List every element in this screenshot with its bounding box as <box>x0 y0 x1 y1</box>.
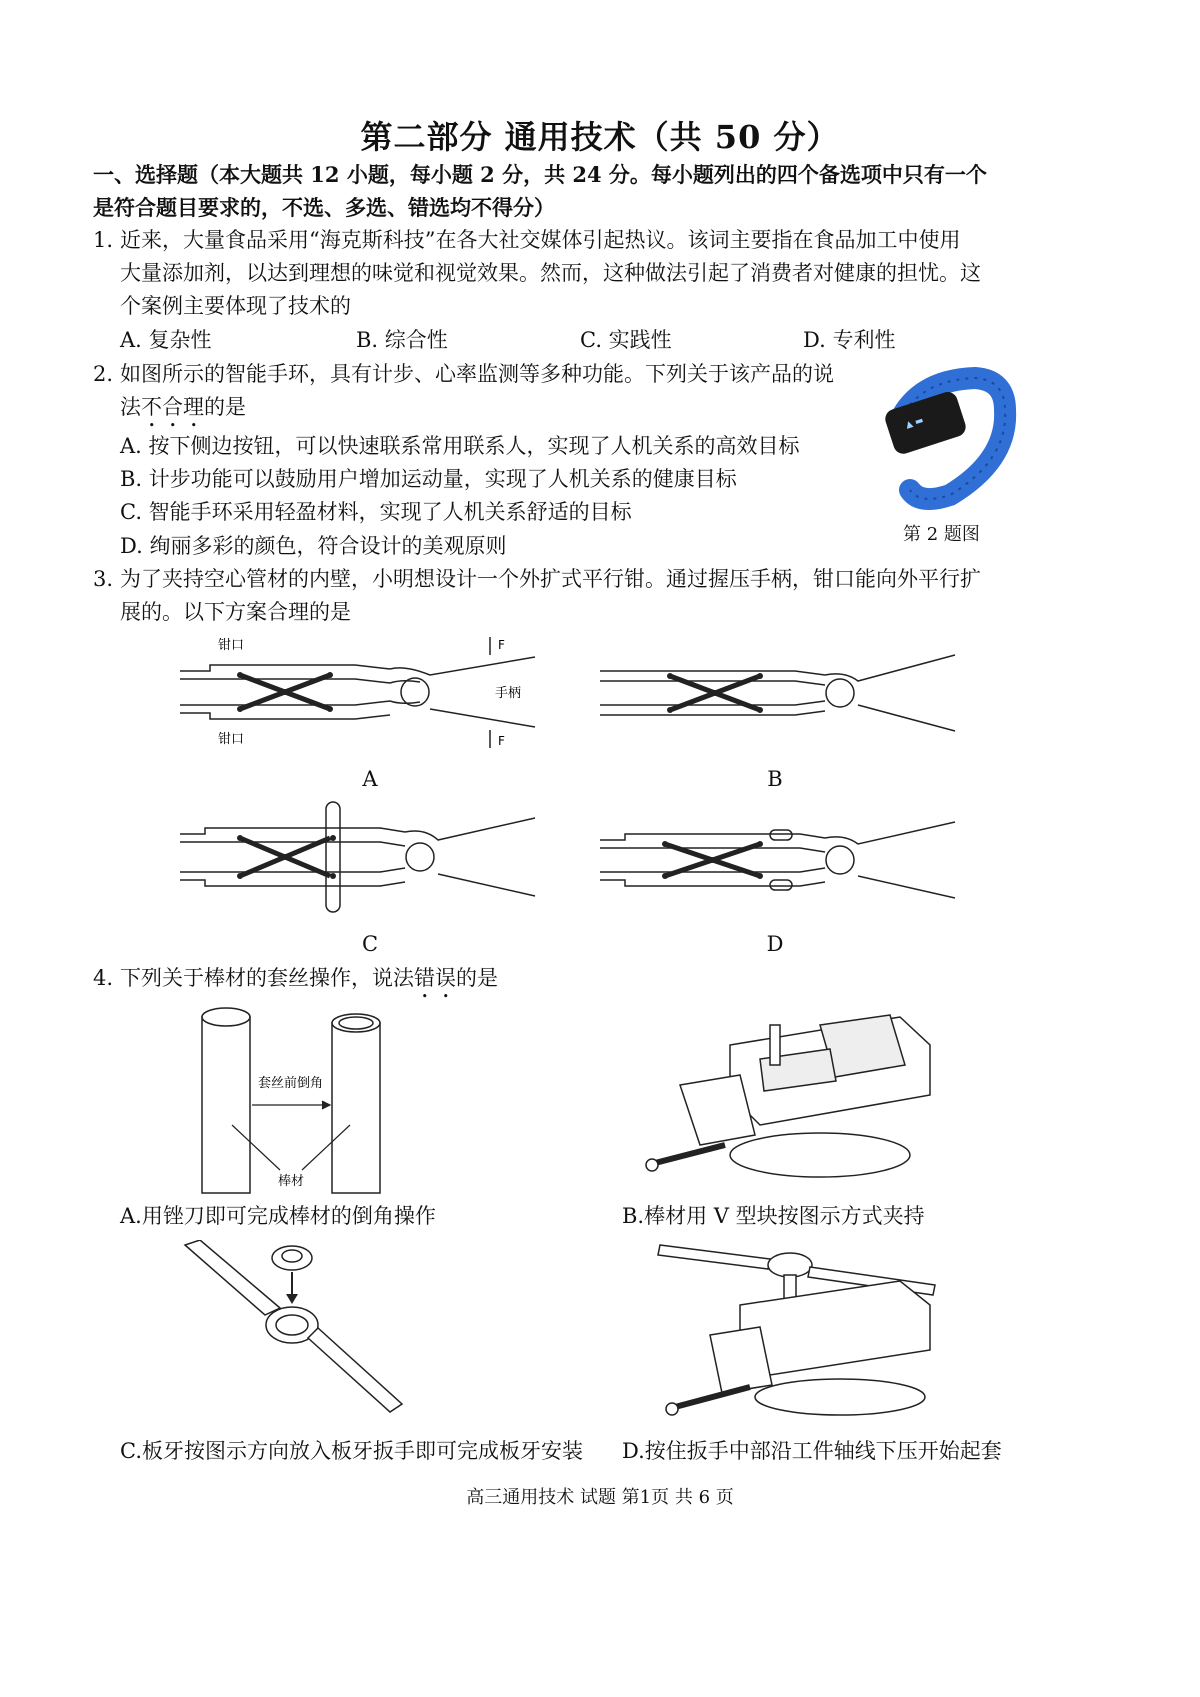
q1-line1: 近来，大量食品采用“海克斯科技”在各大社交媒体引起热议。该词主要指在食品加工中使用 <box>120 228 961 252</box>
pivot <box>709 857 715 863</box>
pivot <box>757 873 763 879</box>
rod-before <box>202 1017 250 1193</box>
threading-vise-body <box>740 1281 930 1375</box>
pivot <box>327 706 333 712</box>
pivot <box>330 873 336 879</box>
plier-c-upper-bar <box>180 828 405 846</box>
q2-option-d: D. 绚丽多彩的颜色，符合设计的美观原则 <box>120 534 507 558</box>
pivot <box>282 689 288 695</box>
plier-figure-c <box>180 800 540 920</box>
page-footer: 高三通用技术 试题 第1页 共 6 页 <box>466 1487 734 1508</box>
q4-line-post: 的是 <box>456 966 498 990</box>
q1-number: 1. <box>93 228 114 252</box>
q1-line2: 大量添加剂，以达到理想的味觉和视觉效果。然而，这种做法引起了消费者对健康的担忧。这 <box>120 261 981 285</box>
pivot <box>757 673 763 679</box>
plier-a-label-force-top: F <box>498 638 505 652</box>
threading-handle-left <box>658 1245 770 1269</box>
threading-vise-handle <box>675 1387 750 1407</box>
q2-number: 2. <box>93 362 114 386</box>
die-insert-arrowhead <box>286 1294 298 1304</box>
plier-figure-a <box>180 635 540 750</box>
plier-a-upper-bar-lower <box>180 679 390 683</box>
q4-caption-c: C.板牙按图示方向放入板牙扳手即可完成板牙安装 <box>120 1439 583 1463</box>
pivot <box>237 873 243 879</box>
q2-emphasis: 不合理 <box>141 395 204 419</box>
rod-chamfer-figure <box>190 1005 400 1200</box>
wrench-ring-hole <box>276 1315 308 1335</box>
v-block-pin <box>770 1025 780 1065</box>
plier-c-slide-guide <box>326 802 340 912</box>
pivot <box>662 841 668 847</box>
pivot <box>330 835 336 841</box>
plier-a-label-jaw-bottom: 钳口 <box>218 732 245 747</box>
pivot <box>757 707 763 713</box>
plier-a-label-handle: 手柄 <box>495 686 522 701</box>
pivot <box>757 841 763 847</box>
pivot <box>662 873 668 879</box>
threading-vise-knob <box>666 1403 678 1415</box>
q2-option-a: A. 按下侧边按钮，可以快速联系常用联系人，实现了人机关系的高效目标 <box>120 434 800 458</box>
wrench-handle-right <box>308 1328 402 1412</box>
wrench-handle-left <box>185 1240 280 1315</box>
question-2 <box>93 358 893 432</box>
q1-option-b: B. 综合性 <box>356 328 448 352</box>
pivot <box>327 672 333 678</box>
q1-option-c: C. 实践性 <box>580 328 672 352</box>
plier-figure-b <box>600 645 960 740</box>
plier-c-handles <box>405 818 535 896</box>
pivot <box>237 835 243 841</box>
q3-line2: 展的。以下方案合理的是 <box>120 600 351 624</box>
pivot <box>237 672 243 678</box>
pivot <box>667 673 673 679</box>
section-header-line2: 是符合题目要求的，不选、多选、错选均不得分） <box>93 195 555 220</box>
plier-b-upper-bar <box>600 671 825 685</box>
q2-option-b: B. 计步功能可以鼓励用户增加运动量，实现了人机关系的健康目标 <box>120 467 737 491</box>
plier-a-lower-bar <box>180 701 390 705</box>
q1-option-d: D. 专利性 <box>803 328 896 352</box>
q3-caption-d: D <box>766 932 784 956</box>
plier-a-lower-bar-lower <box>180 713 390 719</box>
q3-caption-c: C <box>361 932 379 956</box>
vise-base <box>730 1133 910 1177</box>
plier-a-hinge <box>401 678 429 706</box>
q2-option-c: C. 智能手环采用轻盈材料，实现了人机关系舒适的目标 <box>120 500 632 524</box>
q3-caption-b: B <box>767 767 783 791</box>
threading-vise-front <box>710 1327 772 1393</box>
q2-figure-caption: 第 2 题图 <box>903 524 980 545</box>
section-header-line1: 一、选择题（本大题共 12 小题，每小题 2 分，共 24 分。每小题列出的四个备选项中只有一个 <box>93 162 987 187</box>
rod-after-chamfer <box>339 1017 373 1029</box>
plier-d-upper-slot <box>770 830 792 840</box>
q2-line1: 如图所示的智能手环，具有计步、心率监测等多种功能。下列关于该产品的说 <box>120 362 834 386</box>
page-title: 第二部分 通用技术（共 50 分） <box>360 118 840 156</box>
q3-caption-a: A <box>362 767 378 791</box>
q4-caption-d: D.按住扳手中部沿工件轴线下压开始起套 <box>622 1439 1002 1463</box>
chamfer-arrowhead <box>322 1101 330 1109</box>
threading-die <box>768 1253 812 1277</box>
bench-vise-figure <box>640 1005 940 1195</box>
plier-figure-d <box>600 810 960 910</box>
plier-b-lower-bar <box>600 701 825 715</box>
die-hole <box>282 1250 302 1262</box>
plier-d-hinge <box>826 846 854 874</box>
plier-a-label-force-bottom: F <box>498 734 505 748</box>
plier-c-lower-bar <box>180 868 405 886</box>
plier-d-lower-slot <box>770 880 792 890</box>
vise-handle <box>655 1145 725 1163</box>
question-4 <box>93 962 1123 1003</box>
plier-b-hinge <box>826 679 854 707</box>
threading-vise-base <box>755 1379 925 1415</box>
q4-line-pre: 下列关于棒材的套丝操作，说法 <box>120 966 414 990</box>
rod-before-top <box>202 1008 250 1026</box>
q4-number: 4. <box>93 966 114 990</box>
q1-line3: 个案例主要体现了技术的 <box>120 294 351 318</box>
q2-line2-pre: 法 <box>120 395 141 419</box>
pivot <box>237 706 243 712</box>
q3-line1: 为了夹持空心管材的内壁，小明想设计一个外扩式平行钳。通过握压手柄，钳口能向外平行扩 <box>120 567 981 591</box>
q4-caption-a: A.用锉刀即可完成棒材的倒角操作 <box>120 1204 436 1228</box>
threading-figure <box>650 1235 950 1420</box>
q1-option-a: A. 复杂性 <box>120 328 212 352</box>
section-header <box>93 158 1123 224</box>
rod-after <box>332 1023 380 1193</box>
plier-a-upper-bar <box>180 665 390 671</box>
q4-emphasis: 错误 <box>414 966 456 990</box>
question-3 <box>93 563 1123 629</box>
label-rod: 棒材 <box>278 1174 305 1189</box>
pivot <box>667 707 673 713</box>
pivot <box>282 854 288 860</box>
q2-line2-post: 的是 <box>204 395 246 419</box>
vise-handle-knob <box>646 1159 658 1171</box>
plier-a-label-jaw-top: 钳口 <box>218 638 245 653</box>
q3-number: 3. <box>93 567 114 591</box>
label-chamfer: 套丝前倒角 <box>258 1076 324 1091</box>
die-wrench-figure <box>180 1240 420 1425</box>
plier-d-handles <box>825 822 955 898</box>
smart-band-figure <box>880 360 1030 515</box>
q4-caption-b: B.棒材用 V 型块按图示方式夹持 <box>622 1204 925 1228</box>
band-screen-glyph: ▲ ▬ <box>904 415 925 431</box>
plier-c-hinge <box>406 843 434 871</box>
pivot <box>712 690 718 696</box>
band-screen <box>883 389 969 456</box>
plier-b-handles <box>825 655 955 731</box>
question-1 <box>93 224 1123 323</box>
